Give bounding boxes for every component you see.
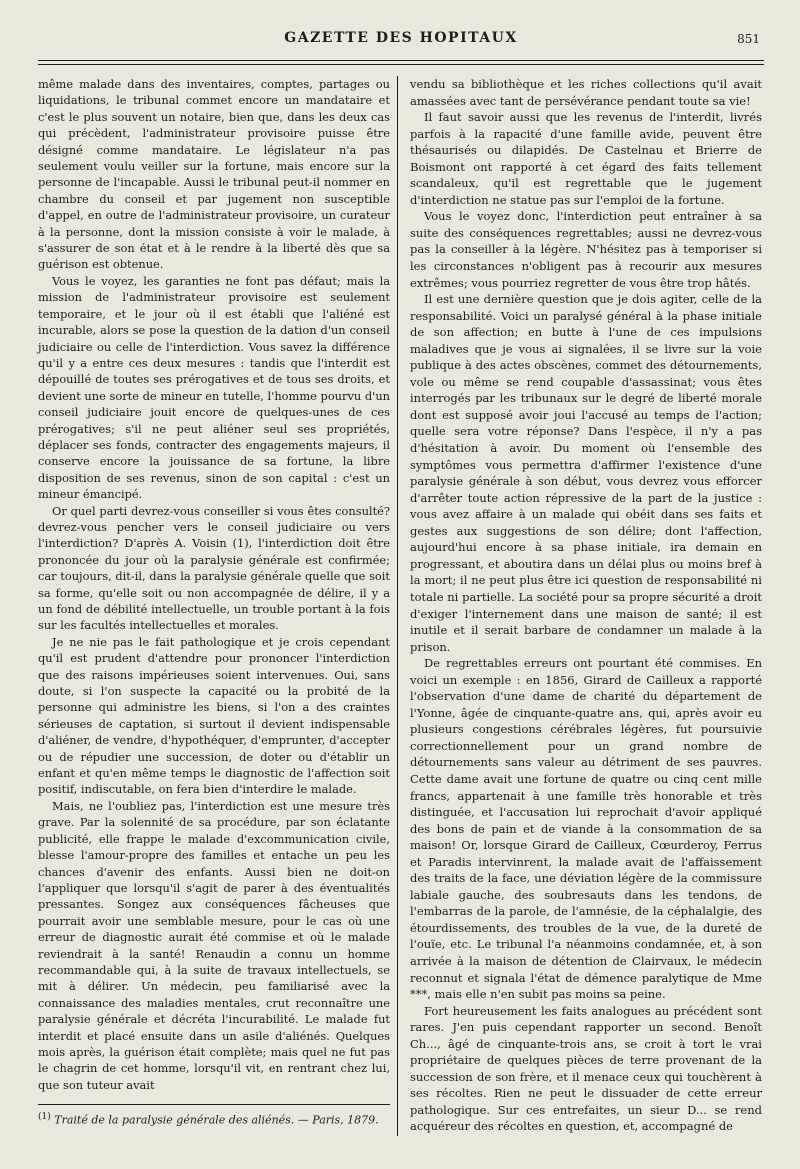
header-rule-top (38, 60, 764, 61)
footnote-marker: (1) (38, 1112, 51, 1122)
paragraph: Vous le voyez donc, l'interdiction peut entraîner à sa suite des conséquences regrettables; aussi ne devrez-vous pas la conseiller à la légère. N'hésitez pas à temporiser si les circonstances n'obligent pas à recourir aux mesures extrêmes; vous pourriez regretter de vous être trop hâtés. (410, 209, 762, 290)
footnote-rule (38, 1104, 390, 1105)
paragraph: Il est une dernière question que je dois agiter, celle de la responsabilité. Voici un paralysé général à la phase initiale de son affection; en butte à l'une de ces impulsions maladives que je vous ai signalées, il se livre sur la voie publique à des actes obscènes, commet des détournements, vole ou même se rend coupable d'assassinat; vous êtes interrogés par les tribunaux sur le degré de liberté morale dont est supposé avoir joui l'accusé au temps de l'action; quelle sera votre réponse? Dans l'espèce, il n'y a pas d'hésitation à avoir. Du moment où l'ensemble des symptômes vous permettra d'affirmer l'existence d'une paralysie générale à son début, vous devrez vous efforcer d'arrêter toute action répressive de la part de la justice : vous avez affaire à un malade qui obéit dans ses faits et gestes aux suggestions de son délire; dont l'affection, aujourd'hui encore à sa phase initiale, ira demain en progressant, et aboutira dans un délai plus ou moins bref à la mort; il ne peut plus être ici question de responsabilité ni totale ni partielle. La société pour sa propre sécurité a droit d'exiger l'internement dans une maison de santé; il est inutile et il serait barbare de condamner un malade à la prison. (410, 292, 762, 654)
paragraph: Je ne nie pas le fait pathologique et je crois cependant qu'il est prudent d'attendre pour prononcer l'interdiction que des raisons impérieuses soient intervenues. Oui, sans doute, si l'on suspecte la capacité ou la probité de la personne qui administre les biens, si l'on a des craintes sérieuses de captation, si surtout il devient indispensable d'aliéner, de vendre, d'hypothéquer, d'emprunter, d'accepter ou de répudier une succession, de doter ou d'établir un enfant et qu'en même temps le diagnostic de l'affection soit positif, indiscutable, on fera bien d'interdire le malade. (38, 634, 390, 797)
paragraph: vendu sa bibliothèque et les riches collections qu'il avait amassées avec tant de persévérance pendant toute sa vie! (410, 77, 762, 108)
paragraph: Mais, ne l'oubliez pas, l'interdiction est une mesure très grave. Par la solennité de sa procédure, par son éclatante publicité, elle frappe le malade d'excommunication civile, blesse l'amour-propre des familles et entache un peu les chances d'avenir des enfants. Aussi bien ne doit-on l'appliquer que lorsqu'il s'agit de parer à des éventualités pressantes. Songez aux conséquences fâcheuses que pourrait avoir une semblable mesure, pour le cas où une erreur de diagnostic aurait été commise et où le malade reviendrait à la santé! Renaudin a connu un homme recommandable qui, à la suite de travaux intellectuels, se mit à délirer. Un médecin, peu familiarisé avec la connaissance des maladies mentales, crut reconnaître une paralysie générale et décréta l'incurabilité. Le malade fut interdit et placé ensuite dans un asile d'aliénés. Quelques mois après, la guérison était complète; mais quel ne fut pas le chagrin de cet homme, lorsqu'il vit, en rentrant chez lui, que son tuteur avait (38, 798, 390, 1092)
page-number: 851 (737, 32, 760, 46)
journal-title: GAZETTE DES HOPITAUX (284, 30, 518, 46)
column-divider (397, 76, 398, 1136)
page-header (38, 30, 764, 52)
footnote-text: Traité de la paralysie générale des aliénés. — Paris, 1879. (54, 1113, 379, 1127)
paragraph: Or quel parti devrez-vous conseiller si vous êtes consulté? devrez-vous pencher vers le conseil judiciaire ou vers l'interdiction? D'après A. Voisin (1), l'interdiction doit être prononcée du jour où la paralysie générale est confirmée; car toujours, dit-il, dans la paralysie générale quelle que soit sa forme, qu'elle soit ou non accompagnée de délire, il y a un fond de débilité intellectuelle, un trouble portant à la fois sur les facultés intellectuelles et morales. (38, 503, 390, 633)
paragraph: Il faut savoir aussi que les revenus de l'interdit, livrés parfois à la rapacité d'une famille avide, peuvent être thésaurisés ou dilapidés. De Castelnau et Brierre de Boismont ont rapporté à cet égard des faits tellement scandaleux, qu'il est regrettable que le jugement d'interdiction ne statue pas sur l'emploi de la fortune. (410, 110, 762, 207)
paragraph: Fort heureusement les faits analogues au précédent sont rares. J'en puis cependant rapporter un second. Benoît Ch..., âgé de cinquante-trois ans, se croit à tort le vrai propriétaire de quelques pièces de terre provenant de la succession de son frère, et il menace ceux qui touchèrent à ses récoltes. Rien ne peut le dissuader de cette erreur pathologique. Sur ces entrefaites, un sieur D... se rend acquéreur des récoltes en question, et, accompagné de (410, 1003, 762, 1134)
footnote (38, 1110, 390, 1128)
right-column (410, 76, 762, 1135)
paragraph: même malade dans des inventaires, comptes, partages ou liquidations, le tribunal commet encore un mandataire et c'est le plus souvent un notaire, bien que, dans les deux cas qui précèdent, l'administrateur provisoire puisse être désigné comme mandataire. Le législateur n'a pas seulement voulu veiller sur la fortune, mais encore sur la personne de l'incapable. Aussi le tribunal peut-il nommer en chambre du conseil et par jugement non susceptible d'appel, en outre de l'administrateur provisoire, un curateur à la personne, dont la mission consiste à voir le malade, à s'assurer de son état et à le rendre à la liberté dès que sa guérison est obtenue. (38, 77, 390, 272)
paragraph: Vous le voyez, les garanties ne font pas défaut; mais la mission de l'administrateur provisoire est seulement temporaire, et le jour où il est établi que l'aliéné est incurable, alors se pose la question de la dation d'un conseil judiciaire ou celle de l'interdiction. Vous savez la différence qu'il y a entre ces deux mesures : tandis que l'interdit est dépouillé de toutes ses prérogatives et de tous ses droits, et devient une sorte de mineur en tutelle, l'homme pourvu d'un conseil judiciaire jouit encore de quelques-unes de ces prérogatives; s'il ne peut aliéner seul ses propriétés, déplacer ses fonds, contracter des engagements majeurs, il conserve encore la jouissance de sa fortune, la libre disposition de ses revenus, sinon de son capital : c'est un mineur émancipé. (38, 273, 390, 502)
left-column (38, 76, 390, 1093)
paragraph: De regrettables erreurs ont pourtant été commises. En voici un exemple : en 1856, Girard de Cailleux a rapporté l'observation d'une dame de charité du département de l'Yonne, âgée de cinquante-quatre ans, qui, après avoir eu plusieurs congestions cérébrales légères, fut poursuivie correctionnellement pour un grand nombre de détournements sans valeur au détriment de ses pauvres. Cette dame avait une fortune de quatre ou cinq cent mille francs, appartenait à une famille très honorable et très distinguée, et l'accusation lui reprochait d'avoir appliqué des bons de pain et de viande à la consommation de sa maison! Or, lorsque Girard de Cailleux, Cœurderoy, Ferrus et Paradis intervinrent, la malade avait de l'affaissement des traits de la face, une déviation légère de la commissure labiale gauche, des soubresauts dans les tendons, de l'embarras de la parole, de l'amnésie, de la céphalalgie, des étourdissements, des troubles de la vue, de la dureté de l'ouïe, etc. Le tribunal l'a néanmoins condamnée, et, à son arrivée à la maison de détention de Clairvaux, le médecin reconnut et signala l'état de démence paralytique de Mme ***, mais elle n'en subit pas moins sa peine. (410, 656, 762, 1002)
header-rule-bottom (38, 64, 764, 65)
